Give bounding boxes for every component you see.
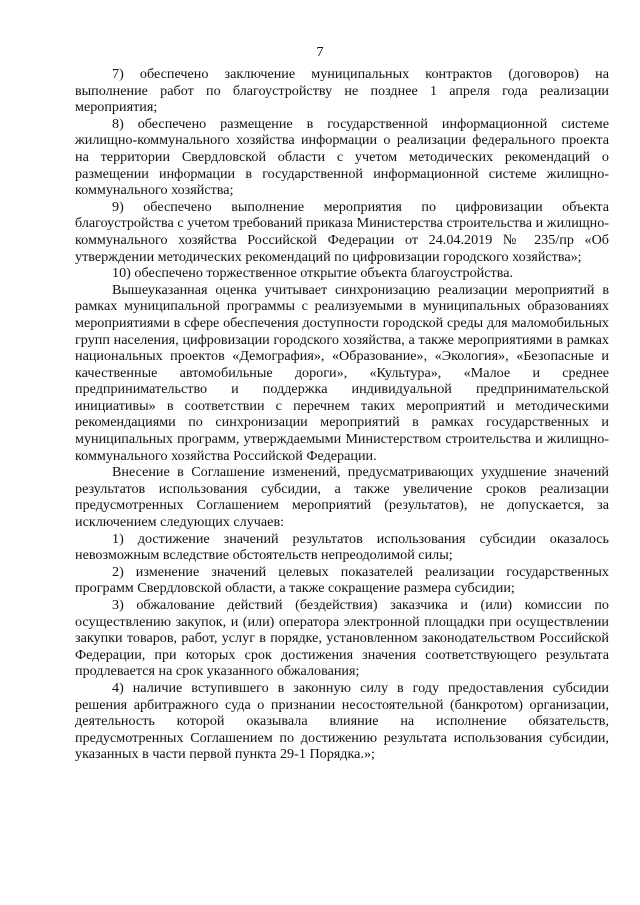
- paragraph-item-8: 8) обеспечено размещение в государственной информационной системе жилищно-коммунального хозяйства информации о реализации федерального проекта на территории Свердловской области с учетом методических рекомендаций о размещении информации в государственной информационной системе жилищно-коммунального хозяйства;: [75, 115, 609, 199]
- paragraph-case-1: 1) достижение значений результатов использования субсидии оказалось невозможным вследствие обстоятельств непреодолимой силы;: [75, 530, 609, 564]
- paragraph-case-4: 4) наличие вступившего в законную силу в году предоставления субсидии решения арбитражного суда о признании несостоятельной (банкротом) организации, деятельность которой оказывала влияние на исполнение обязательств, предусмотренных Соглашением по достижению результата использования субсидии, указанных в части первой пункта 29-1 Порядка.»;: [75, 679, 609, 763]
- paragraph-synchronization: Вышеуказанная оценка учитывает синхронизацию реализации мероприятий в рамках муниципальной программы с реализуемыми в муниципальных образованиях мероприятиями в сфере обеспечения доступности городской среды для маломобильных групп населения, цифровизации городского хозяйства, а также мероприятиями в рамках национальных проектов «Демография», «Образование», «Экология», «Безопасные и качественные автомобильные дороги», «Культура», «Малое и среднее предпринимательство и поддержка индивидуальной предпринимательской инициативы» в соответствии с перечнем таких мероприятий и методическими рекомендациями по синхронизации мероприятий в рамках государственных и муниципальных программ, утверждаемыми Министерством строительства и жилищно-коммунального хозяйства Российской Федерации.: [75, 281, 609, 464]
- paragraph-case-3: 3) обжалование действий (бездействия) заказчика и (или) комиссии по осуществлению закупок, и (или) оператора электронной площадки при осуществлении закупки товаров, работ, услуг в порядке, установленном законодательством Российской Федерации, при которых срок достижения значения соответствующего результата продлевается на срок указанного обжалования;: [75, 597, 609, 680]
- paragraph-item-9: 9) обеспечено выполнение мероприятия по цифровизации объекта благоустройства с учетом требований приказа Министерства строительства и жилищно-коммунального хозяйства Российской Федерации от 24.04.2019 № 235/пр «Об утверждении методических рекомендаций по цифровизации городского хозяйства»;: [75, 198, 609, 265]
- paragraph-item-10: 10) обеспечено торжественное открытие объекта благоустройства.: [112, 265, 514, 282]
- document-body: [75, 66, 609, 763]
- page-number: 7: [316, 45, 324, 60]
- paragraph-agreement-changes: Внесение в Соглашение изменений, предусматривающих ухудшение значений результатов использования субсидии, а также увеличение сроков реализации предусмотренных Соглашением мероприятий (результатов), не допускается, за исключением следующих случаев:: [75, 464, 609, 531]
- paragraph-case-2: 2) изменение значений целевых показателей реализации государственных программ Свердловской области, а также сокращение размера субсидии;: [75, 563, 609, 597]
- paragraph-item-7: 7) обеспечено заключение муниципальных контрактов (договоров) на выполнение работ по благоустройству не позднее 1 апреля года реализации мероприятия;: [75, 66, 609, 116]
